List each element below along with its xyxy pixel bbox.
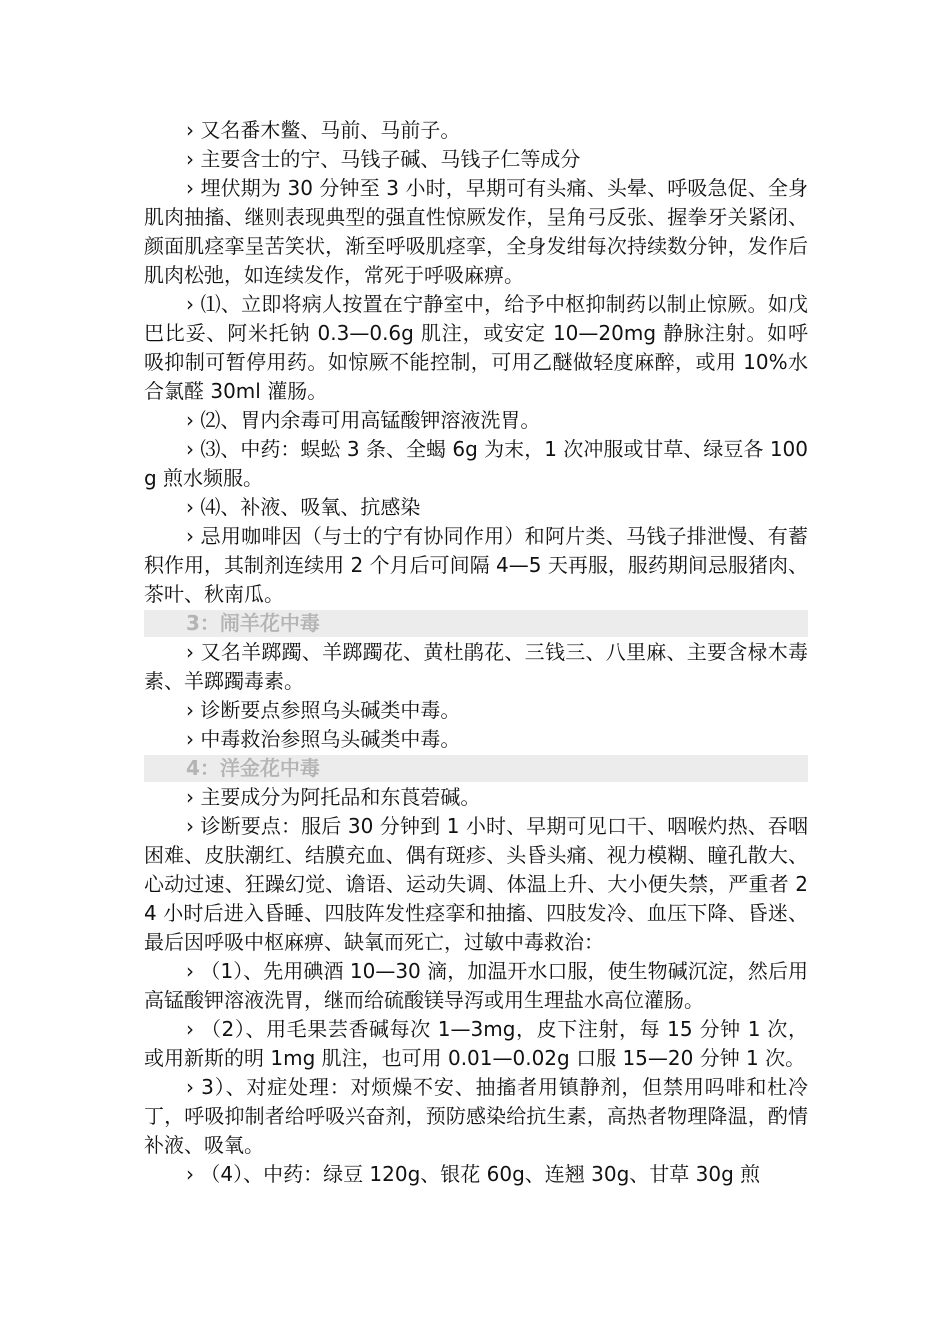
- paragraph-treatment-2: › ⑵、胃内余毒可用高锰酸钾溶液洗胃。: [186, 408, 541, 432]
- section4-step-2: › （2）、用毛果芸香碱每次 1—3mg，皮下注射，每 15 分钟 1 次，或用新斯的明 1mg 肌注，也可用 0.01—0.02g 口服 15—20 分钟 1 次。: [144, 1017, 808, 1070]
- document-page: [144, 116, 808, 1189]
- section4-step-1: › （1）、先用碘酒 10—30 滴，加温开水口服，使生物碱沉淀，然后用高锰酸钾溶液洗胃，继而给硫酸镁导泻或用生理盐水高位灌肠。: [144, 959, 808, 1012]
- paragraph-ingredients: › 主要含士的宁、马钱子碱、马钱子仁等成分: [186, 147, 581, 171]
- paragraph-treatment-3: › ⑶、中药：蜈蚣 3 条、全蝎 6g 为末，1 次冲服或甘草、绿豆各 100g 煎水频服。: [144, 437, 808, 490]
- section3-diagnosis: › 诊断要点参照乌头碱类中毒。: [186, 698, 461, 722]
- paragraph-symptoms: › 埋伏期为 30 分钟至 3 小时，早期可有头痛、头晕、呼吸急促、全身肌肉抽搐、继则表现典型的强直性惊厥发作，呈角弓反张、握拳牙关紧闭、颜面肌痉挛呈苦笑状，渐至呼吸肌痉挛，全身发绀每次持续数分钟，发作后肌肉松弛，如连续发作，常死于呼吸麻痹。: [144, 176, 808, 287]
- section4-diagnosis: › 诊断要点：服后 30 分钟到 1 小时、早期可见口干、咽喉灼热、吞咽困难、皮肤潮红、结膜充血、偶有斑疹、头昏头痛、视力模糊、瞳孔散大、心动过速、狂躁幻觉、谵语、运动失调、体温上升、大小便失禁，严重者 24 小时后进入昏睡、四肢阵发性痉挛和抽搐、四肢发冷、血压下降、昏迷、最后因呼吸中枢麻痹、缺氧而死亡，过敏中毒救治：: [144, 814, 808, 954]
- section3-alias: › 又名羊踯躅、羊踯躅花、黄杜鹃花、三钱三、八里麻、主要含椂木毒素、羊踯躅毒素。: [144, 640, 808, 693]
- section4-step-4: › （4）、中药：绿豆 120g、银花 60g、连翘 30g、甘草 30g 煎: [186, 1162, 761, 1186]
- paragraph-contraindications: › 忌用咖啡因（与士的宁有协同作用）和阿片类、马钱子排泄慢、有蓄积作用，其制剂连续用 2 个月后可间隔 4—5 天再服，服药期间忌服猪肉、茶叶、秋南瓜。: [144, 524, 808, 606]
- section-heading-4: 4：洋金花中毒: [144, 755, 808, 782]
- paragraph-treatment-4: › ⑷、补液、吸氧、抗感染: [186, 495, 421, 519]
- section4-ingredients: › 主要成分为阿托品和东莨菪碱。: [186, 785, 481, 809]
- section4-step-3: › 3）、对症处理：对烦燥不安、抽搐者用镇静剂，但禁用吗啡和杜冷丁，呼吸抑制者给呼吸兴奋剂，预防感染给抗生素，高热者物理降温，酌情补液、吸氧。: [144, 1075, 808, 1157]
- section-heading-3: 3：闹羊花中毒: [144, 610, 808, 637]
- paragraph-alias: › 又名番木鳖、马前、马前子。: [186, 118, 461, 142]
- paragraph-treatment-1: › ⑴、立即将病人按置在宁静室中，给予中枢抑制药以制止惊厥。如戊巴比妥、阿米托钠 0.3—0.6g 肌注，或安定 10—20mg 静脉注射。如呼吸抑制可暂停用药。如惊厥不能控制，可用乙醚做轻度麻醉，或用 10%水合氯醛 30ml 灌肠。: [144, 292, 808, 403]
- section3-rescue: › 中毒救治参照乌头碱类中毒。: [186, 727, 461, 751]
